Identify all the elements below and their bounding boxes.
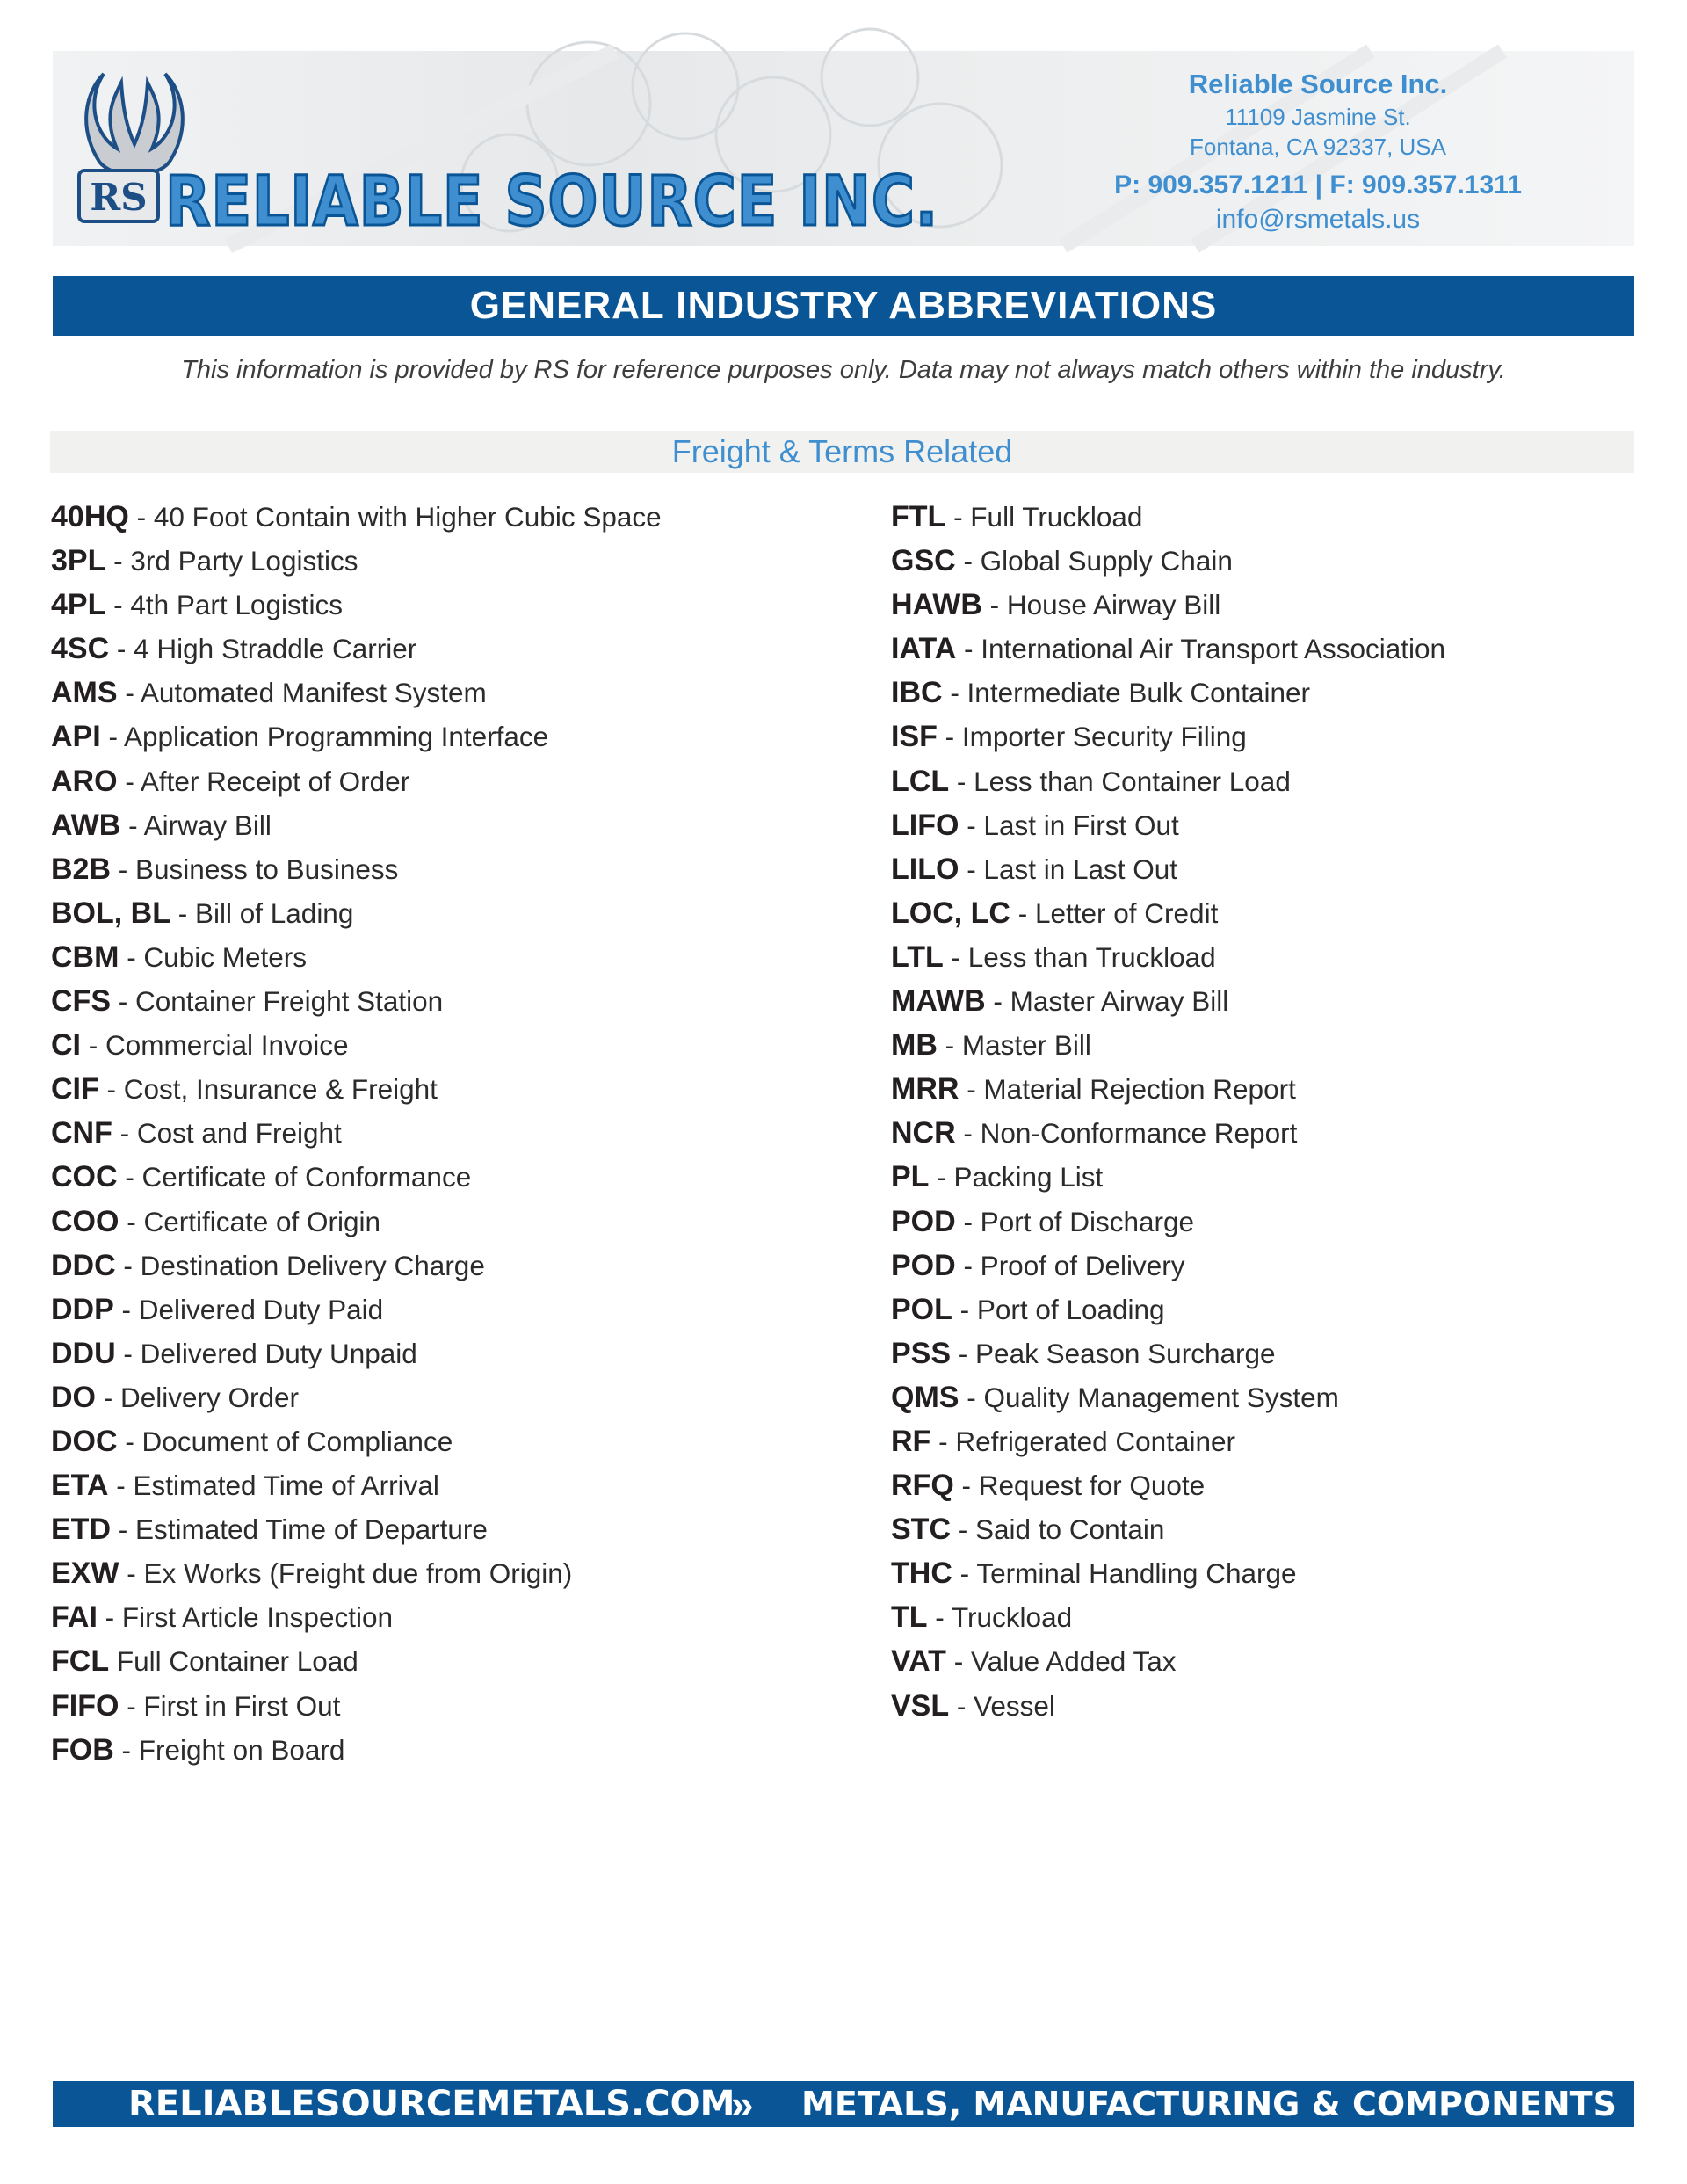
abbreviation: QMS	[891, 1380, 959, 1414]
definition: - Application Programming Interface	[100, 721, 549, 753]
list-item	[891, 495, 1664, 539]
definition: - Refrigerated Container	[930, 1425, 1235, 1457]
list-item	[51, 1639, 824, 1683]
abbreviation: AMS	[51, 676, 118, 710]
abbreviation: FCL	[51, 1644, 110, 1679]
website-link[interactable]: RELIABLESOURCEMETALS.COM	[128, 2084, 735, 2124]
definition: - Said to Contain	[951, 1513, 1165, 1546]
list-item	[891, 1463, 1664, 1507]
definition: - House Airway Bill	[981, 589, 1221, 621]
definition: - Last in First Out	[959, 809, 1179, 841]
abbreviation: PSS	[891, 1336, 952, 1370]
list-item	[51, 627, 824, 671]
abbreviation: COO	[51, 1204, 119, 1238]
list-item	[51, 1419, 824, 1463]
list-item	[51, 583, 824, 627]
abbreviation: FIFO	[51, 1688, 119, 1723]
definition: - Bill of Lading	[170, 896, 354, 929]
abbreviation: FTL	[891, 500, 946, 533]
list-item	[51, 715, 824, 758]
list-item	[51, 1288, 824, 1331]
svg-text:RS: RS	[90, 176, 148, 219]
footer-bar	[53, 2081, 1634, 2127]
abbreviation: GSC	[891, 544, 956, 578]
abbreviation: VAT	[891, 1644, 946, 1679]
abbreviation: POL	[891, 1292, 952, 1326]
abbreviation: NCR	[891, 1116, 956, 1150]
definition: - Estimated Time of Departure	[111, 1513, 488, 1546]
address-line-1: 11109 Jasmine St.	[1225, 104, 1411, 130]
definition: - Automated Manifest System	[117, 677, 487, 709]
definition: - Full Truckload	[945, 501, 1143, 533]
definition: Full Container Load	[109, 1645, 358, 1678]
abbreviation: ISF	[891, 720, 938, 754]
definition: - Master Bill	[937, 1029, 1091, 1062]
company-name: Reliable Source Inc.	[1188, 69, 1448, 99]
definition: - Container Freight Station	[111, 985, 444, 1018]
definition: - Last in Last Out	[959, 853, 1178, 885]
abbreviation: FAI	[51, 1600, 98, 1635]
list-item	[891, 1023, 1664, 1067]
list-item	[891, 1067, 1664, 1111]
abbreviation: 3PL	[51, 544, 106, 578]
definition: - Material Rejection Report	[959, 1073, 1296, 1106]
list-item	[891, 1244, 1664, 1288]
abbreviation: LIFO	[891, 808, 959, 842]
definition: - Truckload	[927, 1601, 1073, 1634]
definition: - Value Added Tax	[945, 1645, 1177, 1678]
svg-text:RELIABLE SOURCE INC.: RELIABLE SOURCE INC.	[165, 163, 938, 242]
definition: - Request for Quote	[953, 1469, 1206, 1502]
list-item	[51, 1200, 824, 1244]
list-item	[51, 847, 824, 891]
definition: - Delivered Duty Paid	[113, 1293, 384, 1325]
list-item	[51, 1375, 824, 1419]
list-item	[51, 495, 824, 539]
list-item	[891, 583, 1664, 627]
abbreviation: EXW	[51, 1556, 119, 1591]
definition: - Certificate of Origin	[119, 1205, 381, 1237]
definition: - Non-Conformance Report	[955, 1117, 1298, 1150]
list-item	[51, 1155, 824, 1199]
definition: - Vessel	[949, 1689, 1055, 1722]
abbreviation: THC	[891, 1556, 952, 1591]
list-item	[51, 671, 824, 715]
list-item	[51, 1595, 824, 1639]
definition: - Document of Compliance	[117, 1425, 453, 1457]
list-item	[51, 935, 824, 979]
footer-tagline: METALS, MANUFACTURING & COMPONENTS	[801, 2085, 1617, 2123]
definition: - Master Airway Bill	[985, 985, 1229, 1018]
definition: - Less than Container Load	[949, 765, 1291, 797]
list-item	[891, 715, 1664, 758]
abbreviation-list-right	[891, 495, 1664, 1728]
list-item	[891, 539, 1664, 583]
definition: - Delivery Order	[96, 1381, 300, 1413]
list-item	[51, 1023, 824, 1067]
list-item	[51, 1067, 824, 1111]
disclaimer-text: This information is provided by RS for reference purposes only. Data may not always match others within the industry.	[181, 356, 1506, 384]
list-item	[51, 1244, 824, 1288]
definition: - Terminal Handling Charge	[952, 1557, 1297, 1590]
definition: - Cost and Freight	[112, 1117, 342, 1150]
phone-fax: P: 909.357.1211 | F: 909.357.1311	[1114, 171, 1522, 200]
list-item	[51, 759, 824, 803]
definition: - After Receipt of Order	[117, 765, 410, 797]
abbreviation: DO	[51, 1380, 96, 1414]
definition: - 3rd Party Logistics	[105, 545, 358, 577]
definition: - First Article Inspection	[97, 1601, 394, 1634]
abbreviation-list-left	[51, 495, 824, 1772]
list-item	[51, 1551, 824, 1595]
definition: - Global Supply Chain	[955, 545, 1233, 577]
abbreviation: IBC	[891, 676, 943, 710]
abbreviation: 4SC	[51, 632, 110, 666]
list-item	[51, 1331, 824, 1375]
definition: - Letter of Credit	[1010, 896, 1219, 929]
abbreviation: POD	[891, 1248, 956, 1282]
list-item	[891, 803, 1664, 847]
list-item	[891, 1200, 1664, 1244]
abbreviation: DDC	[51, 1248, 116, 1282]
definition: - Intermediate Bulk Container	[942, 677, 1311, 709]
letterhead	[53, 51, 1634, 246]
list-item	[891, 1288, 1664, 1331]
abbreviation: MRR	[891, 1072, 959, 1107]
list-item	[891, 1639, 1664, 1683]
definition: - Delivered Duty Unpaid	[115, 1337, 417, 1369]
list-item	[891, 1595, 1664, 1639]
abbreviation: STC	[891, 1513, 951, 1547]
list-item	[51, 1684, 824, 1728]
definition: - Business to Business	[111, 853, 399, 885]
definition: - Port of Loading	[952, 1293, 1165, 1325]
abbreviation: POD	[891, 1204, 956, 1238]
list-item	[891, 1375, 1664, 1419]
abbreviation: RFQ	[891, 1469, 954, 1503]
abbreviation: ETD	[51, 1513, 111, 1547]
abbreviation: TL	[891, 1600, 928, 1635]
definition: - Proof of Delivery	[955, 1249, 1185, 1281]
contact-info	[1002, 67, 1634, 236]
definition: - Cost, Insurance & Freight	[98, 1073, 438, 1106]
abbreviation: DDP	[51, 1292, 114, 1326]
abbreviation: RF	[891, 1424, 931, 1458]
abbreviation: LTL	[891, 940, 944, 974]
list-item	[51, 539, 824, 583]
company-wordmark	[165, 155, 956, 243]
abbreviation: LOC, LC	[891, 896, 1010, 930]
definition: - Certificate of Conformance	[117, 1161, 472, 1194]
list-item	[891, 1507, 1664, 1551]
abbreviation: DOC	[51, 1424, 118, 1458]
abbreviation: HAWB	[891, 588, 982, 622]
list-item	[51, 1463, 824, 1507]
definition: - Estimated Time of Arrival	[108, 1469, 439, 1502]
address-line-2: Fontana, CA 92337, USA	[1190, 134, 1446, 160]
list-item	[891, 979, 1664, 1023]
definition: - 4 High Straddle Carrier	[109, 633, 417, 665]
list-item	[51, 979, 824, 1023]
list-item	[51, 891, 824, 935]
definition: - Airway Bill	[120, 809, 272, 841]
email-link[interactable]: info@rsmetals.us	[1215, 205, 1421, 234]
definition: - Destination Delivery Charge	[115, 1249, 485, 1281]
definition: - Importer Security Filing	[937, 721, 1247, 753]
list-item	[891, 1684, 1664, 1728]
definition: - Quality Management System	[959, 1381, 1339, 1413]
list-item	[891, 1155, 1664, 1199]
list-item	[891, 1551, 1664, 1595]
abbreviation: PL	[891, 1160, 930, 1194]
abbreviation: COC	[51, 1160, 118, 1194]
abbreviation: B2B	[51, 852, 112, 886]
section-heading: Freight & Terms Related	[50, 431, 1634, 473]
definition: - Freight on Board	[113, 1733, 345, 1766]
abbreviation: CI	[51, 1028, 81, 1063]
definition: - Packing List	[929, 1161, 1104, 1194]
abbreviation: DDU	[51, 1336, 116, 1370]
list-item	[51, 803, 824, 847]
list-item	[891, 1111, 1664, 1155]
list-item	[891, 627, 1664, 671]
abbreviation: LILO	[891, 852, 959, 886]
definition: - 4th Part Logistics	[105, 589, 343, 621]
abbreviation: LCL	[891, 764, 950, 798]
abbreviation: ETA	[51, 1469, 109, 1503]
abbreviation: BOL, BL	[51, 896, 170, 930]
abbreviation: CNF	[51, 1116, 112, 1150]
definition: - Peak Season Surcharge	[951, 1337, 1276, 1369]
abbreviation: 40HQ	[51, 500, 129, 533]
abbreviation: API	[51, 720, 101, 754]
list-item	[891, 1419, 1664, 1463]
abbreviation: FOB	[51, 1732, 114, 1767]
definition: - Less than Truckload	[943, 940, 1216, 973]
list-item	[51, 1111, 824, 1155]
definition: - Ex Works (Freight due from Origin)	[119, 1557, 573, 1590]
list-item	[51, 1728, 824, 1772]
definition: - Port of Discharge	[955, 1205, 1195, 1237]
abbreviation: ARO	[51, 764, 118, 798]
abbreviation: MAWB	[891, 984, 986, 1019]
abbreviation: VSL	[891, 1688, 950, 1723]
list-item	[51, 1507, 824, 1551]
definition: - First in First Out	[119, 1689, 341, 1722]
abbreviation: AWB	[51, 808, 121, 842]
definition: - Commercial Invoice	[81, 1029, 349, 1062]
list-item	[891, 671, 1664, 715]
abbreviation: CBM	[51, 940, 119, 974]
list-item	[891, 891, 1664, 935]
abbreviation: 4PL	[51, 588, 106, 622]
page-title: GENERAL INDUSTRY ABBREVIATIONS	[53, 276, 1634, 336]
abbreviation: MB	[891, 1028, 938, 1063]
double-chevron-icon: »	[731, 2081, 754, 2127]
definition: - International Air Transport Association	[956, 633, 1446, 665]
list-item	[891, 1331, 1664, 1375]
abbreviation: CIF	[51, 1072, 99, 1107]
list-item	[891, 759, 1664, 803]
list-item	[891, 935, 1664, 979]
list-item	[891, 847, 1664, 891]
abbreviation: IATA	[891, 632, 957, 666]
definition: - Cubic Meters	[119, 940, 307, 973]
definition: - 40 Foot Contain with Higher Cubic Space	[128, 501, 662, 533]
abbreviation: CFS	[51, 984, 111, 1019]
